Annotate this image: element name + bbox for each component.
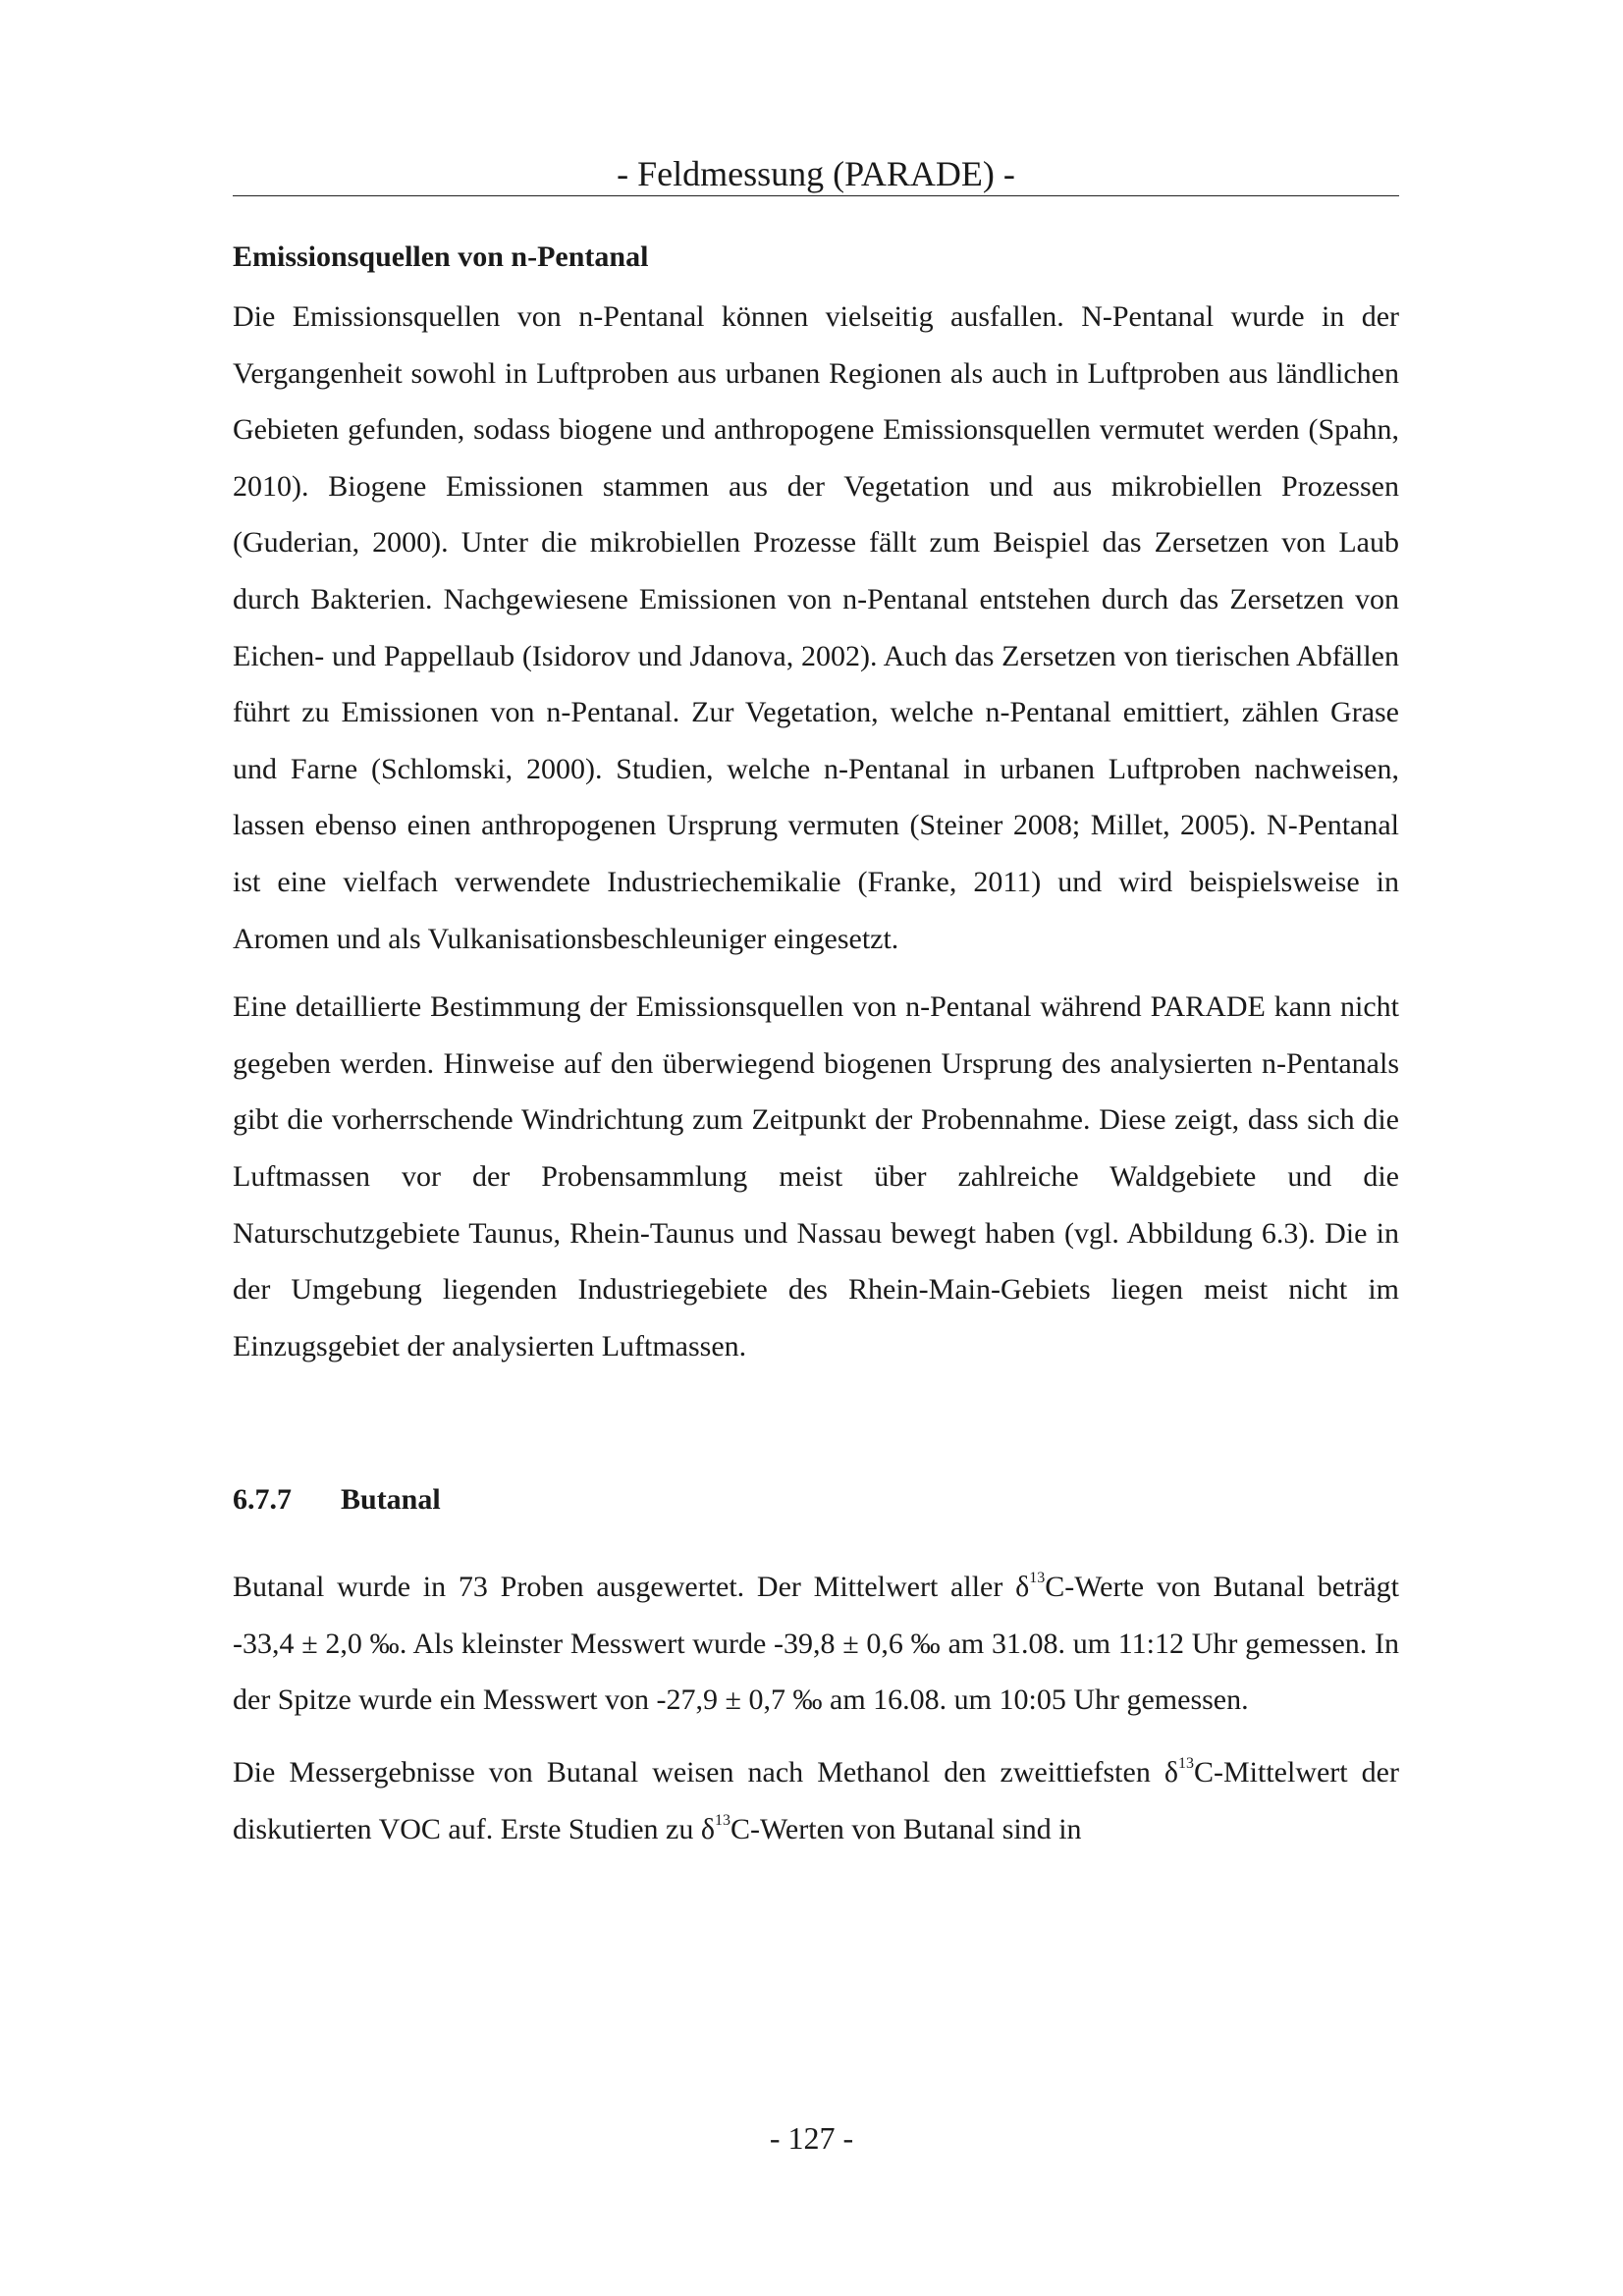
section-heading-butanal: [233, 1480, 1399, 1520]
paragraph-emission-2: Eine detaillierte Bestimmung der Emissionsquellen von n-Pentanal während PARADE kann nicht gegeben werden. Hinweise auf den überwiegend biogenen Ursprung des analysierten n-Pentanals gibt die vorherrschende Windrichtung zum Zeitpunkt der Probennahme. Diese zeigt, dass sich die Luftmassen vor der Probensammlung meist über zahlreiche Waldgebiete und die Naturschutzgebiete Taunus, Rhein-Taunus und Nassau bewegt haben (vgl. Abbildung 6.3). Die in der Umgebung liegenden Industriegebiete des Rhein-Main-Gebiets liegen meist nicht im Einzugsgebiet der analysierten Luftmassen.: [233, 990, 1399, 1362]
superscript: 13: [715, 1811, 731, 1829]
text-run: C-Mittelwert der diskutierten VOC auf. Erste Studien zu δ: [233, 1756, 1399, 1845]
page-content: [233, 147, 1399, 1857]
superscript: 13: [1178, 1755, 1194, 1773]
section-number: 6.7.7: [233, 1483, 292, 1517]
text-run: C-Werten von Butanal sind in: [730, 1812, 1082, 1845]
paragraph-butanal-2: [233, 1744, 1399, 1857]
text-run: Butanal wurde in 73 Proben ausgewertet. Der Mittelwert aller δ: [233, 1571, 1030, 1604]
paragraph-butanal-1: [233, 1559, 1399, 1729]
text-run: Die Messergebnisse von Butanal weisen nach Methanol den zweittiefsten δ: [233, 1756, 1178, 1789]
subsection-title-emission-sources: Emissionsquellen von n-Pentanal: [233, 240, 649, 273]
text-run: C-Werte von Butanal beträgt -33,4 ± 2,0 ‰. Als kleinster Messwert wurde -39,8 ± 0,6 ‰ am 31.08. um 11:12 Uhr gemessen. In der Spitze wurde ein Messwert von -27,9 ± 0,7 ‰ am 16.08. um 10:05 Uhr gemessen.: [233, 1571, 1399, 1717]
running-header: - Feldmessung (PARADE) -: [233, 147, 1399, 196]
section-title: Butanal: [341, 1483, 441, 1517]
page-number: - 127 -: [769, 2120, 854, 2156]
superscript: 13: [1029, 1570, 1046, 1587]
paragraph-emission-1: Die Emissionsquellen von n-Pentanal können vielseitig ausfallen. N-Pentanal wurde in der Vergangenheit sowohl in Luftproben aus urbanen Regionen als auch in Luftproben aus ländlichen Gebieten gefunden, sodass biogene und anthropogene Emissionsquellen vermutet werden (Spahn, 2010). Biogene Emissionen stammen aus der Vegetation und aus mikrobiellen Prozessen (Guderian, 2000). Unter die mikrobiellen Prozesse fällt zum Beispiel das Zersetzen von Laub durch Bakterien. Nachgewiesene Emissionen von n-Pentanal entstehen durch das Zersetzen von Eichen- und Pappellaub (Isidorov und Jdanova, 2002). Auch das Zersetzen von tierischen Abfällen führt zu Emissionen von n-Pentanal. Zur Vegetation, welche n-Pentanal emittiert, zählen Grase und Farne (Schlomski, 2000). Studien, welche n-Pentanal in urbanen Luftproben nachweisen, lassen ebenso einen anthropogenen Ursprung vermuten (Steiner 2008; Millet, 2005). N-Pentanal ist eine vielfach verwendete Industriechemikalie (Franke, 2011) und wird beispielsweise in Aromen und als Vulkanisationsbeschleuniger eingesetzt.: [233, 300, 1399, 955]
